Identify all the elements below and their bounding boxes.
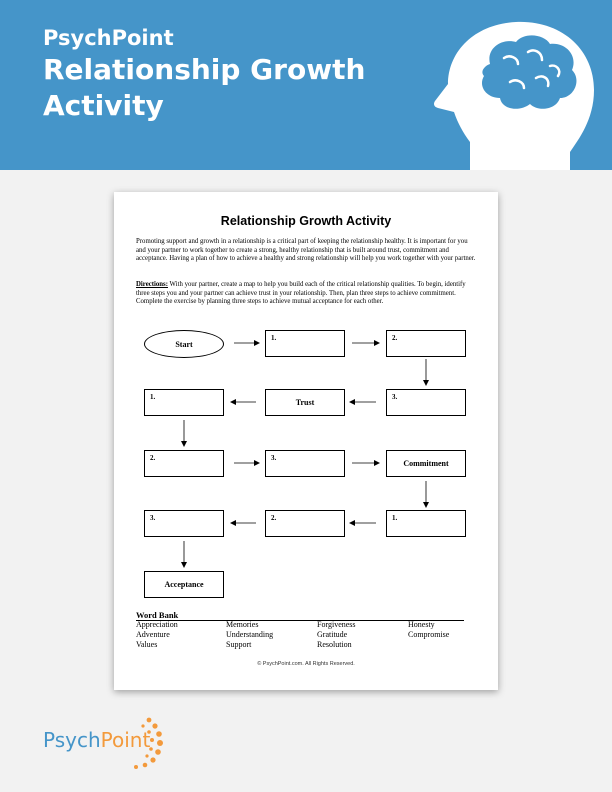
commitment-step-1-box[interactable] bbox=[144, 389, 224, 416]
acceptance-step-3-box[interactable] bbox=[144, 510, 224, 537]
page-title: Relationship Growth Activity bbox=[43, 53, 366, 122]
word-bank-item: Support bbox=[226, 640, 252, 649]
logo-text-psych: Psych bbox=[43, 728, 101, 752]
logo-text-point: Point bbox=[100, 728, 151, 752]
logo-text bbox=[43, 728, 150, 752]
word-bank-item: Understanding bbox=[226, 630, 274, 639]
commitment-step-1-label: 1. bbox=[150, 393, 156, 401]
directions-text: With your partner, create a map to help you build each of the critical relationship qualities. To begin, identify three steps you and your partner can achieve trust in your relationship. Then, plan three steps to achieve commitment. Complete the exercise by planning three steps to achieve mutual acceptance for each other. bbox=[136, 281, 466, 306]
head-brain-icon bbox=[430, 12, 610, 170]
worksheet-page bbox=[114, 192, 498, 690]
word-bank-item: Appreciation bbox=[136, 620, 178, 629]
start-node: Start bbox=[144, 330, 224, 358]
acceptance-step-1-box[interactable] bbox=[386, 510, 466, 537]
worksheet-title: Relationship Growth Activity bbox=[220, 214, 392, 228]
word-bank-item: Adventure bbox=[136, 630, 170, 639]
commitment-step-2-label: 2. bbox=[150, 454, 156, 462]
word-bank-item: Values bbox=[136, 640, 158, 649]
acceptance-step-2-box[interactable] bbox=[265, 510, 345, 537]
commitment-step-3-label: 3. bbox=[271, 454, 277, 462]
word-bank-item: Forgiveness bbox=[317, 620, 356, 629]
word-bank-item: Resolution bbox=[317, 640, 352, 649]
word-bank-item: Gratitude bbox=[317, 630, 348, 639]
trust-step-1-label: 1. bbox=[271, 334, 277, 342]
intro-paragraph: Promoting support and growth in a relationship is a critical part of keeping the relationship healthy. It is important for you and your partner to work together to create a strong, healthy relationship that is built around trust, commitment and acceptance. Having a plan of how to achieve a healthy and strong relationship will help you work together with your partner. bbox=[136, 238, 476, 263]
trust-step-2-label: 2. bbox=[392, 334, 398, 342]
commitment-node: Commitment bbox=[386, 450, 466, 477]
commitment-step-2-box[interactable] bbox=[144, 450, 224, 477]
word-bank-item: Compromise bbox=[408, 630, 450, 639]
acceptance-step-3-label: 3. bbox=[150, 514, 156, 522]
copyright-footer: © PsychPoint.com. All Rights Reserved. bbox=[257, 661, 355, 667]
trust-step-2-box[interactable] bbox=[386, 330, 466, 357]
directions-label: Directions: bbox=[136, 281, 168, 288]
word-bank-item: Honesty bbox=[408, 620, 435, 629]
trust-step-3-box[interactable] bbox=[386, 389, 466, 416]
trust-node: Trust bbox=[265, 389, 345, 416]
trust-step-3-label: 3. bbox=[392, 393, 398, 401]
word-bank-title: Word Bank bbox=[136, 610, 179, 620]
header-banner bbox=[0, 0, 612, 170]
commitment-step-3-box[interactable] bbox=[265, 450, 345, 477]
word-bank-item: Memories bbox=[226, 620, 259, 629]
acceptance-node: Acceptance bbox=[144, 571, 224, 598]
brand-name: PsychPoint bbox=[43, 26, 174, 50]
acceptance-step-1-label: 1. bbox=[392, 514, 398, 522]
trust-step-1-box[interactable] bbox=[265, 330, 345, 357]
acceptance-step-2-label: 2. bbox=[271, 514, 277, 522]
